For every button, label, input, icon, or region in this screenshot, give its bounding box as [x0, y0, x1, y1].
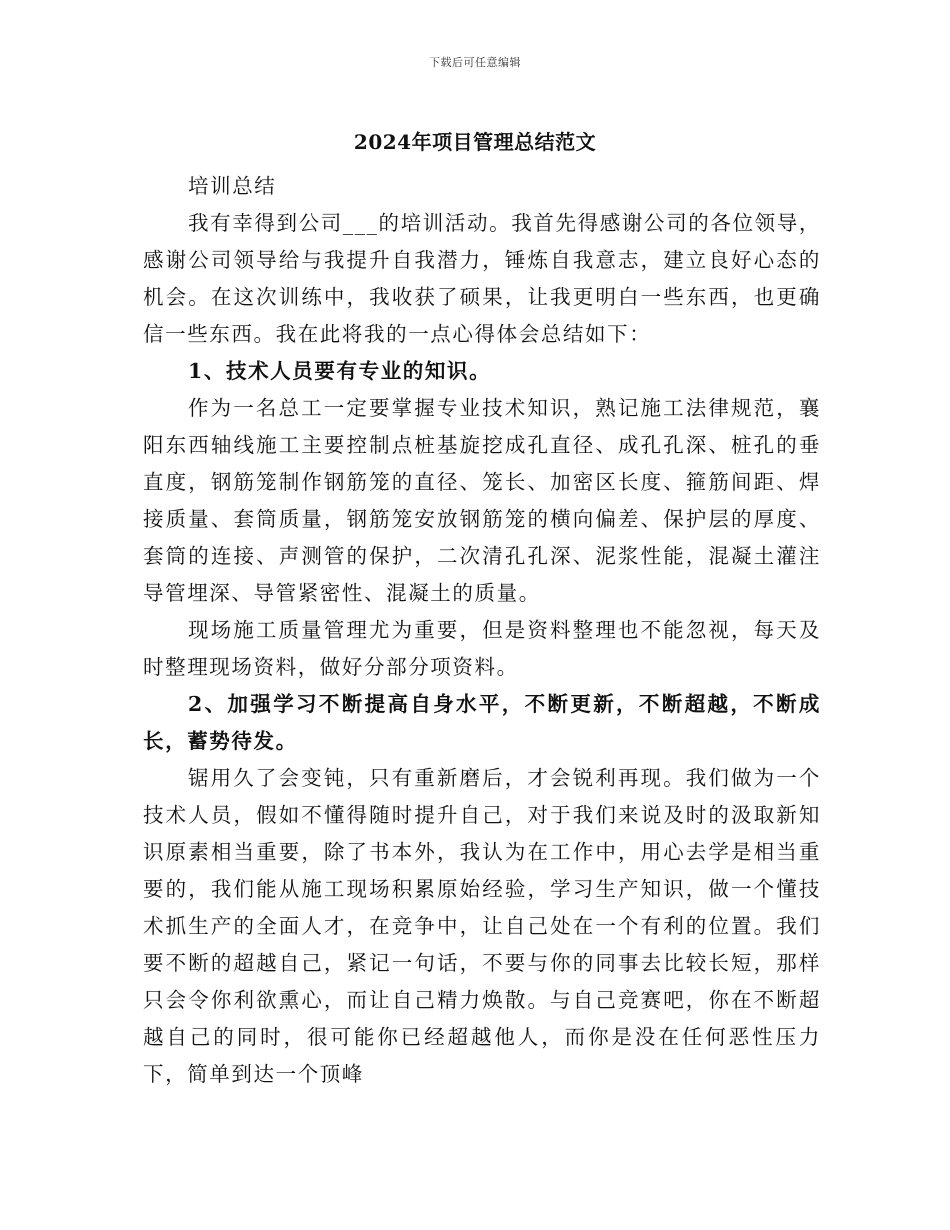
paragraph-section-1-note: 现场施工质量管理尤为重要，但是资料整理也不能忽视，每天及时整理现场资料，做好分部分项资料。	[143, 618, 821, 679]
header-note: 下载后可任意编辑	[429, 56, 521, 69]
paragraph-section-2: 锯用久了会变钝，只有重新磨后，才会锐利再现。我们做为一个技术人员，假如不懂得随时提升自己，对于我们来说及时的汲取新知识原素相当重要，除了书本外，我认为在工作中，用心去学是相当重要的，我们能从施工现场积累原始经验，学习生产知识，做一个懂技术抓生产的全面人才，在竞争中，让自己处在一个有利的位置。我们要不断的超越自己，紧记一句话，不要与你的同事去比较长短，那样只会令你利欲熏心，而让自己精力焕散。与自己竞赛吧，你在不断超越自己的同时，很可能你已经超越他人，而你是没在任何恶性压力下，简单到达一个顶峰	[143, 766, 821, 1086]
paragraph-intro-heading: 培训总结	[188, 174, 277, 198]
paragraph-intro: 我有幸得到公司___的培训活动。我首先得感谢公司的各位领导，感谢公司领导给与我提升自我潜力，锤炼自我意志，建立良好心态的机会。在这次训练中，我收获了硕果，让我更明白一些东西，也更确信一些东西。我在此将我的一点心得体会总结如下：	[143, 211, 821, 346]
paragraph-section-1: 作为一名总工一定要掌握专业技术知识，熟记施工法律规范，襄阳东西轴线施工主要控制点桩基旋挖成孔直径、成孔孔深、桩孔的垂直度，钢筋笼制作钢筋笼的直径、笼长、加密区长度、箍筋间距、焊接质量、套筒质量，钢筋笼安放钢筋笼的横向偏差、保护层的厚度、套筒的连接、声测管的保护，二次清孔孔深、泥浆性能，混凝土灌注导管埋深、导管紧密性、混凝土的质量。	[143, 396, 821, 605]
document-title: 2024年项目管理总结范文	[353, 130, 597, 154]
section-heading-1: 1、技术人员要有专业的知识。	[188, 359, 492, 383]
section-heading-2: 2、加强学习不断提高自身水平，不断更新，不断超越，不断成长，蓄势待发。	[143, 692, 821, 753]
document-body	[143, 168, 821, 1093]
